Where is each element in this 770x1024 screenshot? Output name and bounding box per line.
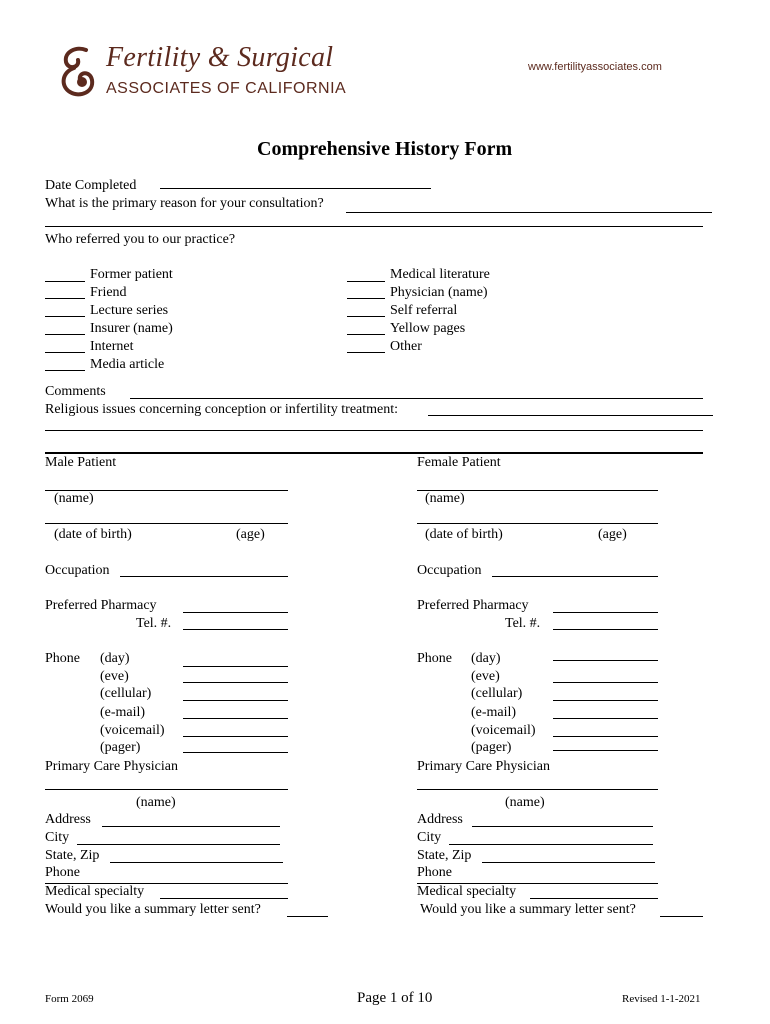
- male-summary-field[interactable]: [287, 916, 328, 917]
- male-dob-field[interactable]: [45, 523, 288, 524]
- referral-blank[interactable]: [347, 316, 385, 317]
- referral-option: Other: [390, 339, 422, 354]
- female-pcp-name-field[interactable]: [417, 789, 658, 790]
- female-phone-field[interactable]: [553, 718, 658, 719]
- female-dob-field[interactable]: [417, 523, 658, 524]
- male-address-label: Address: [45, 812, 91, 827]
- referred-label: Who referred you to our practice?: [45, 232, 236, 247]
- male-pcp-label: Primary Care Physician: [45, 759, 178, 774]
- referral-option: Lecture series: [90, 303, 169, 318]
- male-phone-type: (voicemail): [100, 723, 165, 738]
- female-phone-type: (pager): [471, 740, 512, 755]
- male-tel-field[interactable]: [183, 629, 288, 630]
- male-age-label: (age): [236, 527, 265, 542]
- female-tel-label: Tel. #.: [505, 616, 541, 631]
- male-phone-field[interactable]: [183, 700, 288, 701]
- male-occupation-field[interactable]: [120, 576, 288, 577]
- referral-option: Self referral: [390, 303, 458, 318]
- religious-label: Religious issues concerning conception or infertility treatment:: [45, 402, 399, 417]
- male-dob-label: (date of birth): [54, 527, 132, 542]
- referral-blank[interactable]: [347, 298, 385, 299]
- female-pcp-name-label: (name): [505, 795, 545, 810]
- male-phone-field[interactable]: [183, 736, 288, 737]
- date-completed-field[interactable]: [160, 188, 431, 189]
- female-phone-type: (cellular): [471, 686, 523, 701]
- female-phone-field[interactable]: [553, 750, 658, 751]
- date-completed-label: Date Completed: [45, 178, 137, 193]
- female-state-zip-label: State, Zip: [417, 848, 472, 863]
- female-heading: Female Patient: [417, 455, 501, 470]
- male-pharmacy-label: Preferred Pharmacy: [45, 598, 157, 613]
- referral-blank[interactable]: [45, 370, 85, 371]
- female-city-field[interactable]: [449, 844, 653, 845]
- female-pcp-phone-label: Phone: [417, 865, 452, 880]
- male-pcp-name-field[interactable]: [45, 789, 288, 790]
- male-state-zip-label: State, Zip: [45, 848, 100, 863]
- male-phone-type: (cellular): [100, 686, 152, 701]
- male-phone-field[interactable]: [183, 666, 288, 667]
- male-phone-type: (e-mail): [100, 705, 146, 720]
- male-summary-label: Would you like a summary letter sent?: [45, 902, 261, 917]
- female-address-field[interactable]: [472, 826, 653, 827]
- female-address-label: Address: [417, 812, 463, 827]
- religious-field[interactable]: [428, 415, 713, 416]
- primary-reason-field-2[interactable]: [45, 226, 703, 227]
- revised-date: Revised 1-1-2021: [622, 993, 701, 1005]
- female-phone-field[interactable]: [553, 682, 658, 683]
- female-phone-field[interactable]: [553, 660, 658, 661]
- female-specialty-field[interactable]: [530, 898, 658, 899]
- referral-option: Former patient: [90, 267, 173, 282]
- male-phone-field[interactable]: [183, 752, 288, 753]
- referral-option: Internet: [90, 339, 134, 354]
- female-tel-field[interactable]: [553, 629, 658, 630]
- male-occupation-label: Occupation: [45, 563, 110, 578]
- female-summary-field[interactable]: [660, 916, 703, 917]
- male-phone-field[interactable]: [183, 718, 288, 719]
- website-link[interactable]: www.fertilityassociates.com: [528, 61, 662, 73]
- female-summary-label: Would you like a summary letter sent?: [420, 902, 636, 917]
- female-name-label: (name): [425, 491, 465, 506]
- referral-blank[interactable]: [45, 298, 85, 299]
- referral-blank[interactable]: [45, 281, 85, 282]
- logo-mark-icon: [56, 46, 100, 100]
- female-phone-type: (day): [471, 651, 501, 666]
- page-number: Page 1 of 10: [357, 990, 433, 1006]
- referral-blank[interactable]: [45, 316, 85, 317]
- female-state-zip-field[interactable]: [482, 862, 655, 863]
- female-phone-type: (voicemail): [471, 723, 536, 738]
- comments-label: Comments: [45, 384, 106, 399]
- male-pcp-phone-label: Phone: [45, 865, 80, 880]
- male-phone-type: (day): [100, 651, 130, 666]
- female-phone-type: (eve): [471, 669, 500, 684]
- referral-blank[interactable]: [347, 352, 385, 353]
- female-pharmacy-label: Preferred Pharmacy: [417, 598, 529, 613]
- male-phone-label: Phone: [45, 651, 80, 666]
- male-city-field[interactable]: [77, 844, 280, 845]
- male-phone-type: (eve): [100, 669, 129, 684]
- referral-option: Physician (name): [390, 285, 488, 300]
- female-dob-label: (date of birth): [425, 527, 503, 542]
- referral-blank[interactable]: [347, 281, 385, 282]
- female-phone-field[interactable]: [553, 736, 658, 737]
- referral-option: Insurer (name): [90, 321, 173, 336]
- referral-option: Media article: [90, 357, 165, 372]
- female-specialty-label: Medical specialty: [417, 884, 517, 899]
- section-divider: [45, 452, 703, 454]
- male-tel-label: Tel. #.: [136, 616, 172, 631]
- referral-option: Friend: [90, 285, 127, 300]
- logo-subtitle: ASSOCIATES OF CALIFORNIA: [106, 80, 347, 97]
- female-phone-field[interactable]: [553, 700, 658, 701]
- referral-option: Medical literature: [390, 267, 490, 282]
- female-occupation-label: Occupation: [417, 563, 482, 578]
- male-name-label: (name): [54, 491, 94, 506]
- primary-reason-field[interactable]: [346, 212, 712, 213]
- referral-option: Yellow pages: [390, 321, 466, 336]
- form-number: Form 2069: [45, 993, 94, 1005]
- female-phone-type: (e-mail): [471, 705, 517, 720]
- male-pharmacy-field[interactable]: [183, 612, 288, 613]
- religious-field-2[interactable]: [45, 430, 703, 431]
- male-city-label: City: [45, 830, 70, 845]
- primary-reason-label: What is the primary reason for your consultation?: [45, 196, 324, 211]
- male-phone-field[interactable]: [183, 682, 288, 683]
- referral-blank[interactable]: [45, 334, 85, 335]
- female-occupation-field[interactable]: [492, 576, 658, 577]
- female-pharmacy-field[interactable]: [553, 612, 658, 613]
- page-title: Comprehensive History Form: [257, 138, 513, 160]
- male-specialty-label: Medical specialty: [45, 884, 145, 899]
- male-address-field[interactable]: [102, 826, 280, 827]
- female-age-label: (age): [598, 527, 627, 542]
- female-phone-label: Phone: [417, 651, 452, 666]
- comments-field[interactable]: [130, 398, 703, 399]
- male-heading: Male Patient: [45, 455, 117, 470]
- male-phone-type: (pager): [100, 740, 141, 755]
- female-city-label: City: [417, 830, 442, 845]
- referral-blank[interactable]: [45, 352, 85, 353]
- logo-title: Fertility & Surgical: [106, 42, 334, 73]
- male-pcp-name-label: (name): [136, 795, 176, 810]
- referral-blank[interactable]: [347, 334, 385, 335]
- male-specialty-field[interactable]: [160, 898, 288, 899]
- female-pcp-label: Primary Care Physician: [417, 759, 550, 774]
- male-state-zip-field[interactable]: [110, 862, 283, 863]
